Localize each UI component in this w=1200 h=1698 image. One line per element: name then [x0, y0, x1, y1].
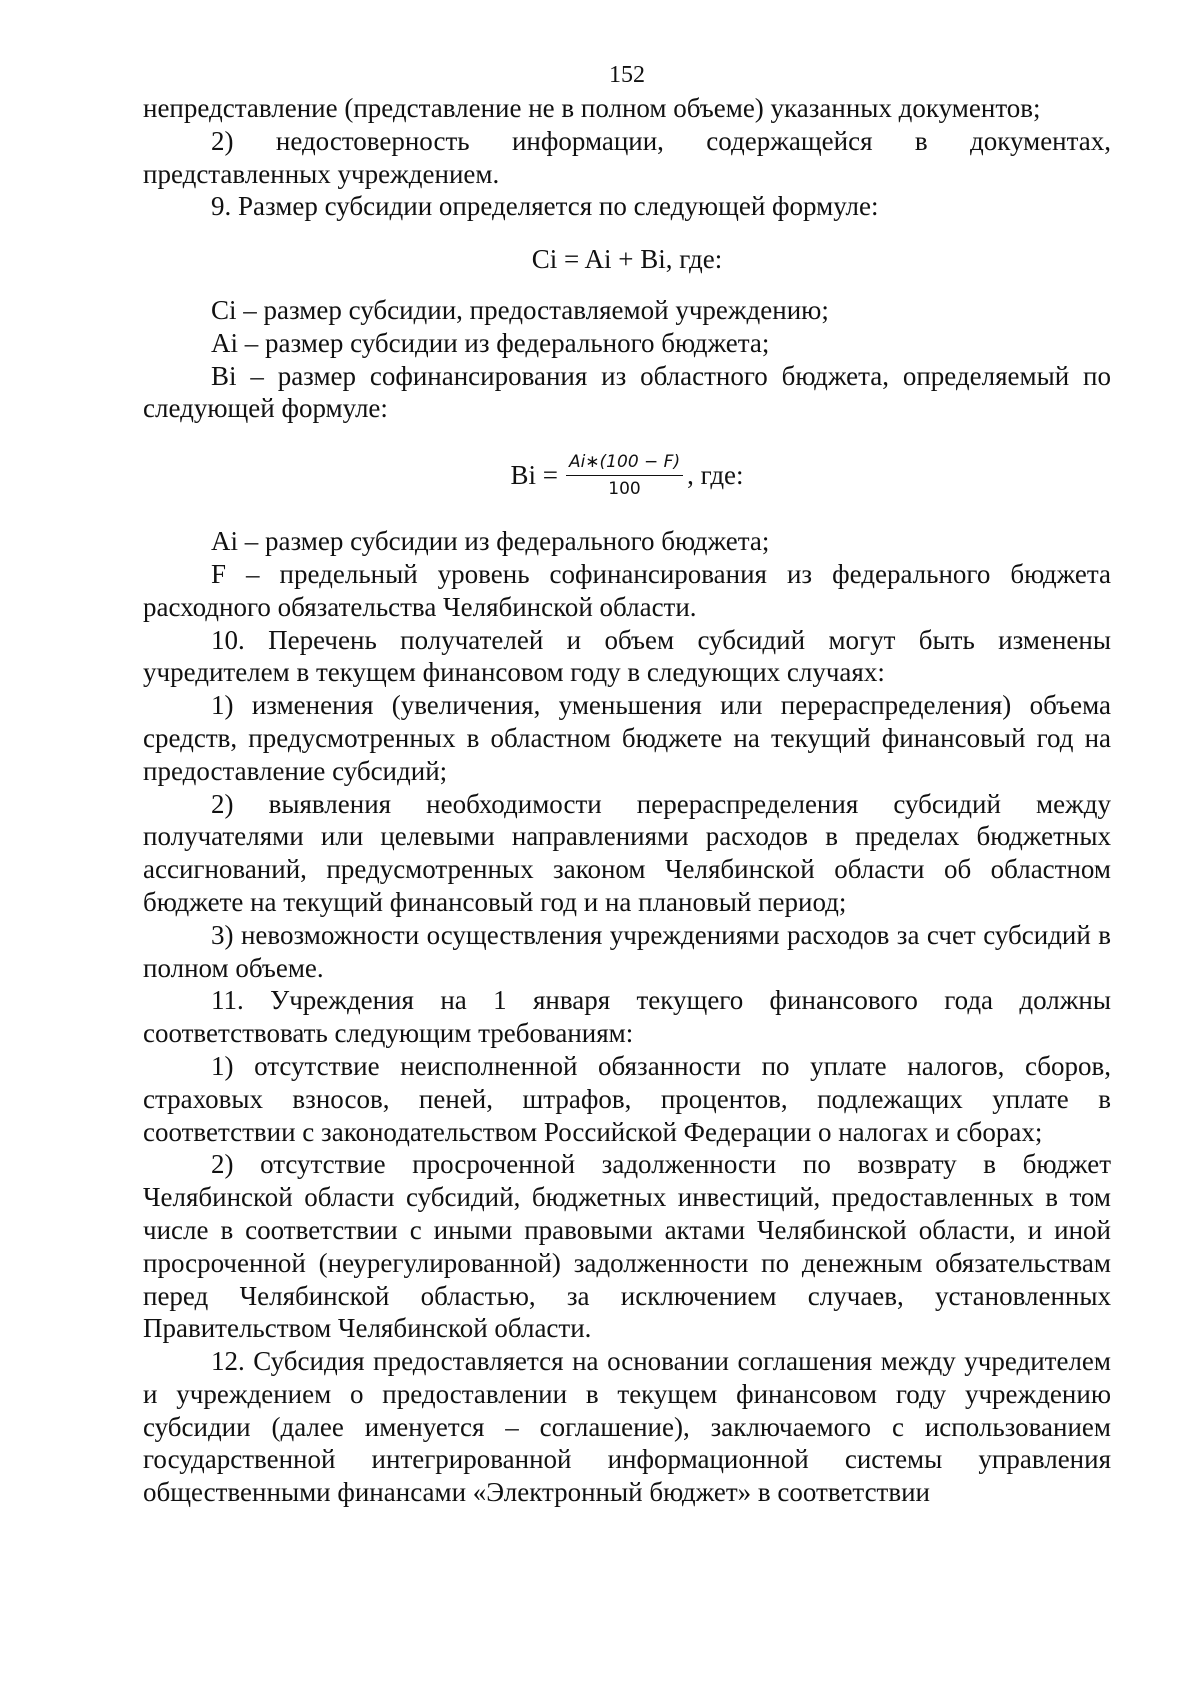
paragraph-11: 11. Учреждения на 1 января текущего финансового года должны соответствовать следующим требованиям:: [143, 985, 1111, 1049]
definition-ci: Ci – размер субсидии, предоставляемой учреждению;: [211, 294, 829, 325]
paragraph-11-item-2: 2) отсутствие просроченной задолженности по возврату в бюджет Челябинской области субсидий, бюджетных инвестиций, предоставленных в том числе в соответствии с иными правовыми актами Челябинской области, и иной просроченной (неурегулированной) задолженности по денежным обязательствам перед Челябинской областью, за исключением случаев, установленных Правительством Челябинской области.: [143, 1149, 1111, 1344]
formula-ci: Ci = Ai + Bi, где:: [531, 244, 723, 275]
paragraph-10: 10. Перечень получателей и объем субсидий могут быть изменены учредителем в текущем финансовом году в следующих случаях:: [143, 624, 1111, 688]
definition-f: F – предельный уровень софинансирования из федерального бюджета расходного обязательства Челябинской области.: [143, 558, 1111, 622]
definition-bi: Bi – размер софинансирования из областного бюджета, определяемый по следующей формуле:: [143, 360, 1111, 424]
paragraph: 2) недостоверность информации, содержащейся в документах, представленных учреждением.: [143, 125, 1111, 189]
definition-ai: Ai – размер субсидии из федерального бюджета;: [211, 327, 770, 358]
paragraph: 9. Размер субсидии определяется по следующей формуле:: [211, 191, 879, 222]
formula-bi-numerator: Ai∗(100 − F): [566, 451, 683, 476]
definition-ai: Ai – размер субсидии из федерального бюджета;: [211, 526, 770, 557]
formula-bi-suffix: , где:: [687, 459, 744, 490]
paragraph-10-item-3: 3) невозможности осуществления учреждениями расходов за счет субсидий в полном объеме.: [143, 919, 1111, 983]
formula-bi-fraction: [566, 451, 683, 500]
paragraph: непредставление (представление не в полном объеме) указанных документов;: [143, 93, 1041, 123]
document-page: [143, 60, 1111, 1509]
paragraph-10-item-2: 2) выявления необходимости перераспределения субсидий между получателями или целевыми направлениями расходов в пределах бюджетных ассигнований, предусмотренных законом Челябинской области об областном бюджете на текущий финансовый год и на плановый период;: [143, 788, 1111, 917]
paragraph-10-item-1: 1) изменения (увеличения, уменьшения или перераспределения) объема средств, предусмотренных в областном бюджете на текущий финансовый год на предоставление субсидий;: [143, 690, 1111, 786]
paragraph-11-item-1: 1) отсутствие неисполненной обязанности по уплате налогов, сборов, страховых взносов, пеней, штрафов, процентов, подлежащих уплате в соответствии с законодательством Российской Федерации о налогах и сборах;: [143, 1050, 1111, 1147]
formula-bi-lhs: Bi =: [510, 459, 558, 490]
page-number: 152: [609, 62, 645, 88]
formula-bi: [143, 445, 1111, 505]
formula-bi-denominator: 100: [608, 478, 641, 499]
paragraph-12: 12. Субсидия предоставляется на основании соглашения между учредителем и учреждением о предоставлении в текущем финансовом году учреждению субсидии (далее именуется – соглашение), заключаемого с использованием государственной интегрированной информационной системы управления общественными финансами «Электронный бюджет» в соответствии: [143, 1346, 1111, 1508]
